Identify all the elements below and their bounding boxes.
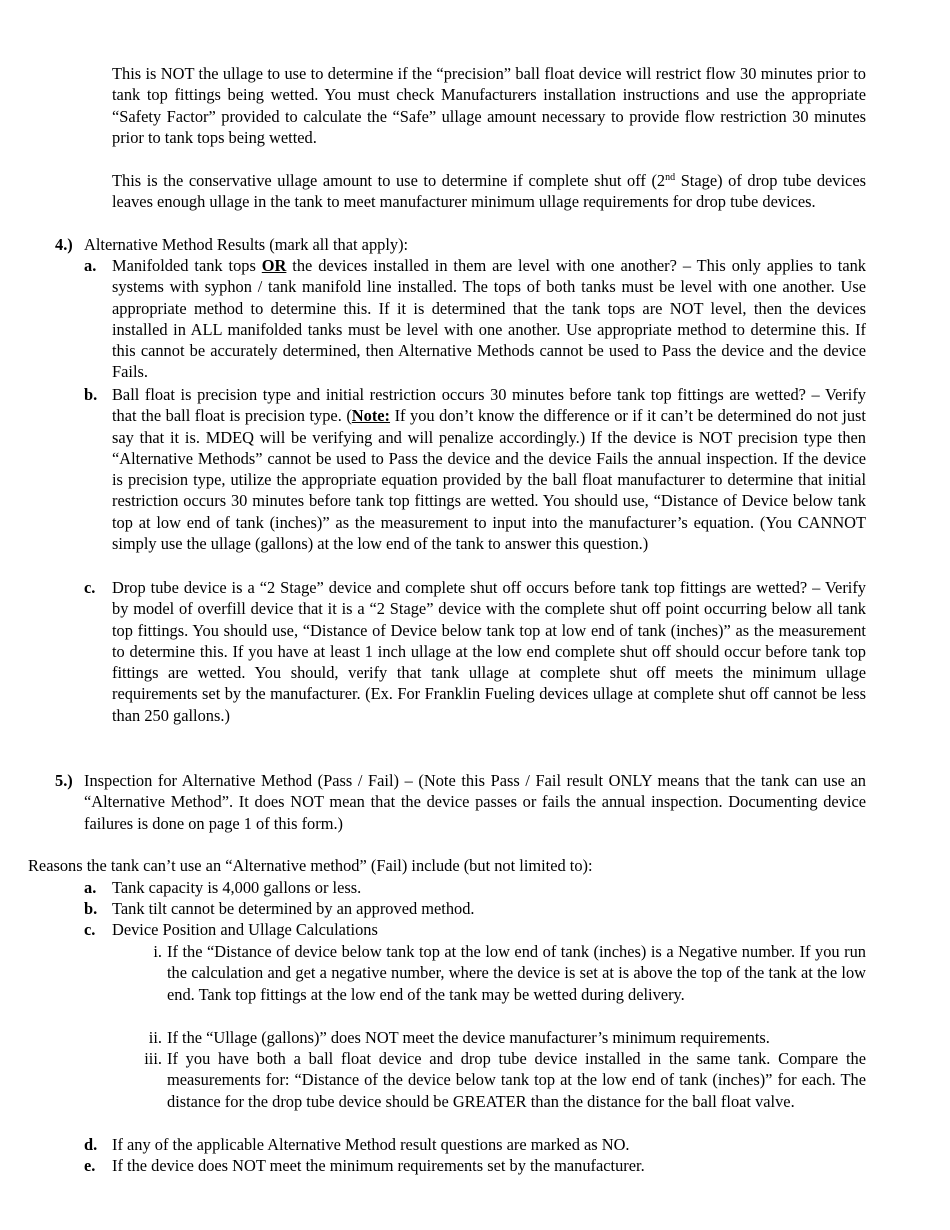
intro-paragraph-2	[112, 170, 866, 213]
item-b-pre: Ball float is precision type and initial restriction occurs 30 minutes before tank top fittings are wetted? – Verify that the ball float is precision type. (	[112, 385, 866, 426]
reason-b-text: Tank tilt cannot be determined by an approved method.	[112, 899, 475, 918]
reason-c-sub-i-label: i.	[153, 942, 162, 961]
reason-a-text: Tank capacity is 4,000 gallons or less.	[112, 878, 362, 897]
intro-p2-text-a: This is the conservative ullage amount to use to determine if complete shut off (2	[112, 171, 666, 190]
intro-paragraph-1: This is NOT the ullage to use to determine if the “precision” ball float device will restrict flow 30 minutes prior to tank top fittings being wetted. You must check Manufacturers installation instructions and use the appropriate “Safety Factor” provided to calculate the “Safe” ullage amount necessary to provide flow restriction 30 minutes prior to tank tops being wetted.	[112, 64, 866, 147]
item-b-note-emphasis: Note:	[351, 406, 391, 426]
section-4-item-c-text: Drop tube device is a “2 Stage” device and complete shut off occurs before tank top fittings are wetted? – Verify by model of overfill device that it is a “2 Stage” device with the complete shut off point occurring below all tank top fittings. You should use, “Distance of Device below tank top at low end of tank (inches)” as the measurement to determine this. If you have at least 1 inch ullage at the low end complete shut off should occur before tank top fittings are wetted. You should, verify that tank ullage at complete shut off meets the minimum ullage requirements set by the manufacturer. (Ex. For Franklin Fueling devices ullage at complete shut off cannot be less than 250 gallons.)	[112, 578, 866, 725]
section-4-item-a-label: a.	[84, 256, 97, 275]
reason-b-label: b.	[84, 899, 98, 918]
section-4-title: Alternative Method Results (mark all that apply):	[84, 235, 409, 254]
reason-a-label: a.	[84, 878, 97, 897]
reason-d-label: d.	[84, 1135, 98, 1154]
reason-c-sub-ii-text: If the “Ullage (gallons)” does NOT meet the device manufacturer’s minimum requirements.	[167, 1028, 770, 1047]
reason-c-sub-i-text: If the “Distance of device below tank top at the low end of tank (inches) is a Negative number. If you run the calculation and get a negative number, where the device is set at is above the top of the tank at the low end. Tank top fittings at the low end of the tank may be wetted during delivery.	[167, 942, 866, 1004]
intro-p2-text-b: Stage) of drop tube devices leaves enough ullage in the tank to meet manufacturer minimum ullage requirements for drop tube devices.	[112, 171, 866, 212]
item-b-post: If you don’t know the difference or if it can’t be determined do not just say that it is. MDEQ will be verifying and will penalize accordingly.) If the device is NOT precision type then “Alternative Methods” cannot be used to Pass the device and the device Fails the annual inspection. If the device is precision type, utilize the appropriate equation provided by the ball float manufacturer to determine that initial restriction occurs 30 minutes before tank top fittings are wetted. You should use, “Distance of Device below tank top at low end of tank (inches)” as the measurement to input into the manufacturer’s equation. (You CANNOT simply use the ullage (gallons) at the low end of the tank to answer this question.)	[112, 406, 866, 554]
reasons-title: Reasons the tank can’t use an “Alternative method” (Fail) include (but not limited to):	[28, 856, 593, 875]
item-a-or-emphasis: OR	[261, 256, 287, 275]
section-4-item-c-label: c.	[84, 578, 96, 597]
section-4-number: 4.)	[55, 235, 73, 254]
item-a-post: the devices installed in them are level with one another? – This only applies to tank systems with syphon / tank manifold line installed. The tops of both tanks must be level with one another. Use appropriate method to determine this. If it is determined that the tank tops are NOT level, then the devices installed in ALL manifolded tanks must be level with one another. Use appropriate method to determine this. If this cannot be accurately determined, then Alternative Methods cannot be used to Pass the device and the device Fails.	[112, 256, 866, 382]
item-a-pre: Manifolded tank tops	[112, 256, 262, 275]
reason-c-text: Device Position and Ullage Calculations	[112, 920, 378, 939]
reason-e-text: If the device does NOT meet the minimum requirements set by the manufacturer.	[112, 1156, 645, 1175]
reason-e-label: e.	[84, 1156, 96, 1175]
superscript-nd: nd	[665, 172, 676, 183]
reason-c-sub-iii-text: If you have both a ball float device and drop tube device installed in the same tank. Compare the measurements for: “Distance of the device below tank top at the low end of tank (inches)” for each. The distance for the drop tube device should be GREATER than the distance for the ball float valve.	[167, 1049, 866, 1111]
section-5-text: Inspection for Alternative Method (Pass / Fail) – (Note this Pass / Fail result ONLY means that the tank can use an “Alternative Method”. It does NOT mean that the device passes or fails the annual inspection. Documenting device failures is done on page 1 of this form.)	[84, 771, 866, 833]
reason-c-sub-ii-label: ii.	[148, 1028, 162, 1047]
section-4-item-a-text	[112, 255, 866, 383]
section-5-number: 5.)	[55, 771, 73, 790]
section-4-item-b-text	[112, 384, 866, 554]
reason-c-sub-iii-label: iii.	[144, 1049, 162, 1068]
reason-d-text: If any of the applicable Alternative Method result questions are marked as NO.	[112, 1135, 630, 1154]
section-4-item-b-label: b.	[84, 385, 98, 404]
reason-c-label: c.	[84, 920, 96, 939]
